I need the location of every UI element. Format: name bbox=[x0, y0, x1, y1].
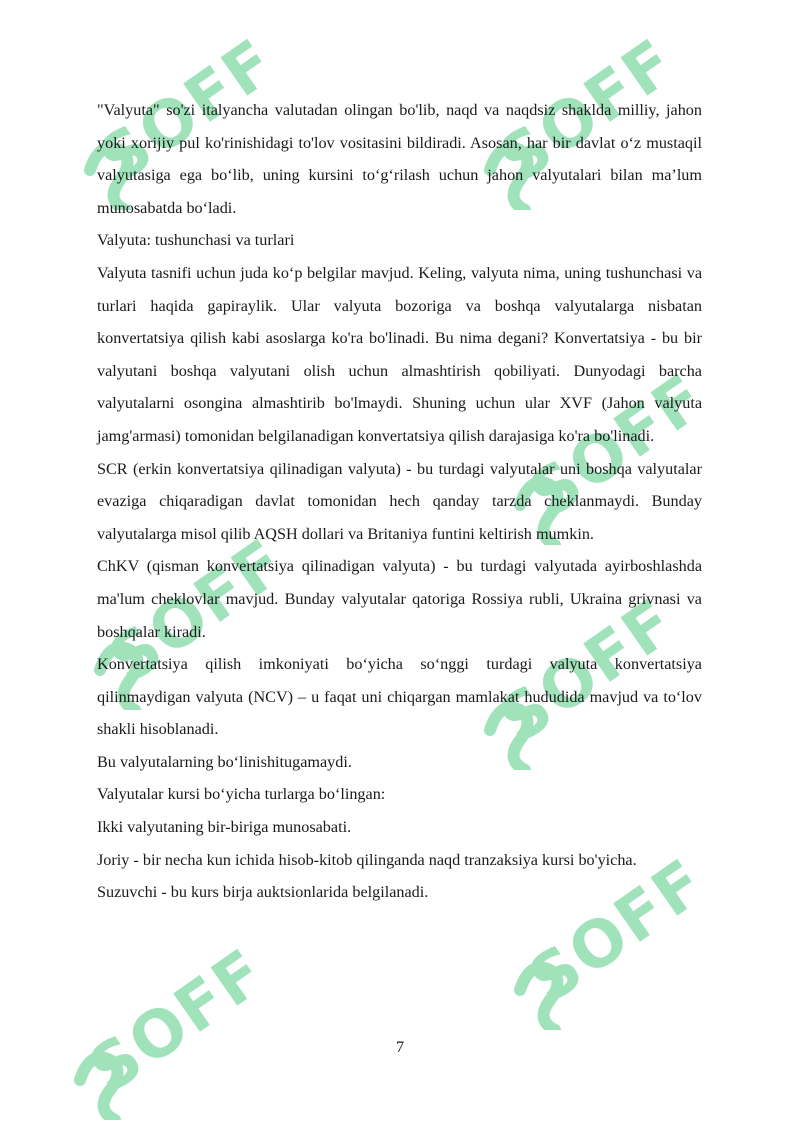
document-body bbox=[97, 94, 702, 909]
paragraph-intro: "Valyuta" so'zi italyancha valutadan olingan bo'lib, naqd va naqdsiz shaklda milliy, jahon yoki xorijiy pul ko'rinishidagi to'lov vositasini bildiradi. Asosan, har bir davlat o‘z mustaqil valyutasiga ega bo‘lib, uning kursini to‘g‘rilash uchun jahon valyutalari bilan ma’lum munosabatda bo‘ladi. bbox=[97, 101, 702, 217]
paragraph-division: Bu valyutalarning bo‘linishitugamaydi. bbox=[97, 752, 352, 771]
page-number: 7 bbox=[395, 1038, 405, 1056]
paragraph-rate-types: Valyutalar kursi bo‘yicha turlarga bo‘lingan: bbox=[97, 785, 386, 804]
paragraph-floating: Suzuvchi - bu kurs birja auktsionlarida belgilanadi. bbox=[97, 883, 429, 902]
paragraph-scr: SCR (erkin konvertatsiya qilinadigan valyuta) - bu turdagi valyutalar uni boshqa valyutalar evaziga chiqaradigan davlat tomonidan hech qanday tarzda cheklanmaydi. Bunday valyutalarga misol qilib AQSH dollari va Britaniya funtini keltirish mumkin. bbox=[97, 459, 702, 543]
paragraph-chkv: ChKV (qisman konvertatsiya qilinadigan valyuta) - bu turdagi valyutada ayirboshlashda ma'lum cheklovlar mavjud. Bunday valyutalar qatoriga Rossiya rubli, Ukraina grivnasi va boshqalar kiradi. bbox=[97, 557, 702, 641]
section-heading: Valyuta: tushunchasi va turlari bbox=[97, 231, 295, 250]
paragraph-relation: Ikki valyutaning bir-biriga munosabati. bbox=[97, 818, 352, 837]
paragraph-classification: Valyuta tasnifi uchun juda ko‘p belgilar mavjud. Keling, valyuta nima, uning tushunchasi va turlari haqida gapiraylik. Ular valyuta bozoriga va boshqa valyutalarga nisbatan konvertatsiya qilish kabi asoslarga ko'ra bo'linadi. Bu nima degani? Konvertatsiya - bu bir valyutani boshqa valyutani olish uchun almashtirish qobiliyati. Dunyodagi barcha valyutalarni osongina almashtirib bo'lmaydi. Shuning uchun ular XVF (Jahon valyuta jamg'armasi) tomonidan belgilanadigan konvertatsiya qilish darajasiga ko'ra bo'linadi. bbox=[97, 263, 702, 445]
paragraph-ncv: Konvertatsiya qilish imkoniyati bo‘yicha so‘nggi turdagi valyuta konvertatsiya qilinmaydigan valyuta (NCV) – u faqat uni chiqargan mamlakat hududida mavjud va to‘lov shakli hisoblanadi. bbox=[97, 655, 702, 739]
watermark-logo bbox=[60, 930, 300, 1120]
paragraph-current: Joriy - bir necha kun ichida hisob-kitob qilinganda naqd tranzaksiya kursi bo'yicha. bbox=[97, 850, 637, 869]
